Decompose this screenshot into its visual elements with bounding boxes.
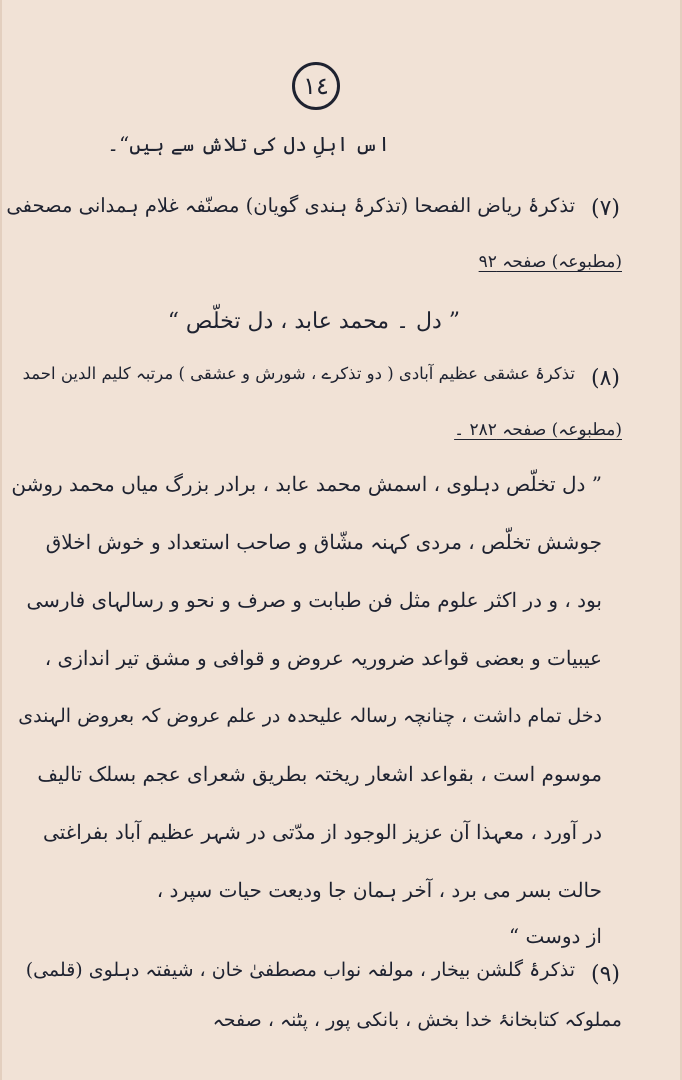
text-line: در آورد ، معہذا آن عزیز الوجود از مدّتی در شہر عظیم آباد بفراغتی (43, 820, 602, 844)
page-number: ١٤ (292, 62, 340, 110)
item-number-8: (۸) (590, 366, 620, 391)
text-line: موسوم است ، بقواعد اشعار ریختہ بطریق شعرای عجم بسلک تالیف (37, 762, 602, 786)
item-number-7: (۷) (590, 196, 620, 221)
text-line: (مطبوعہ) صفحہ ۲۸۲ ۔ (454, 420, 622, 440)
text-line: تذکرۂ ریاض الفصحا (تذکرۂ ہندی گویان) مصنّفہ غلام ہمدانی مصحفی (6, 194, 575, 217)
text-line: تذکرۂ گلشن بیخار ، مولفہ نواب مصطفیٰ خان ، شیفتہ دہلوی (قلمی) (25, 959, 575, 981)
text-line: اس اہلِ دل کی تلاش سے ہیں“۔ (107, 132, 390, 156)
item-number-9: (۹) (590, 962, 620, 987)
text-line: جوشش تخلّص ، مردی کہنہ مشّاق و صاحب استعداد و خوش اخلاق (45, 530, 602, 554)
text-line: از دوست “ (508, 924, 602, 948)
text-line: دخل تمام داشت ، چنانچہ رسالہ علیحدہ در علم عروض کہ بعروض الہندی (18, 705, 602, 727)
text-line: تذکرۂ عشقی عظیم آبادی ( دو تذکرے ، شورش و عشقی ) مرتبہ کلیم الدین احمد (22, 364, 575, 383)
text-line: (مطبوعہ) صفحہ ۹۲ (478, 252, 622, 272)
text-line: بود ، و در اکثر علوم مثل فن طبابت و صرف و نحو و رسالہای فارسی (26, 588, 602, 612)
text-line: مملوکہ کتابخانۂ خدا بخش ، بانکی پور ، پٹنہ ، صفحہ (212, 1009, 622, 1031)
text-line: حالت بسر می برد ، آخر ہمان جا ودیعت حیات سپرد ، (156, 878, 602, 902)
text-line: عیبیات و بعضی قواعد ضروریہ عروض و قوافی و مشق تیر اندازی ، (44, 646, 602, 670)
text-line: ” دل ۔ محمد عابد ، دل تخلّص “ (167, 309, 460, 334)
text-line: ” دل تخلّص دہلوی ، اسمش محمد عابد ، برادر بزرگ میاں محمد روشن (11, 472, 602, 496)
